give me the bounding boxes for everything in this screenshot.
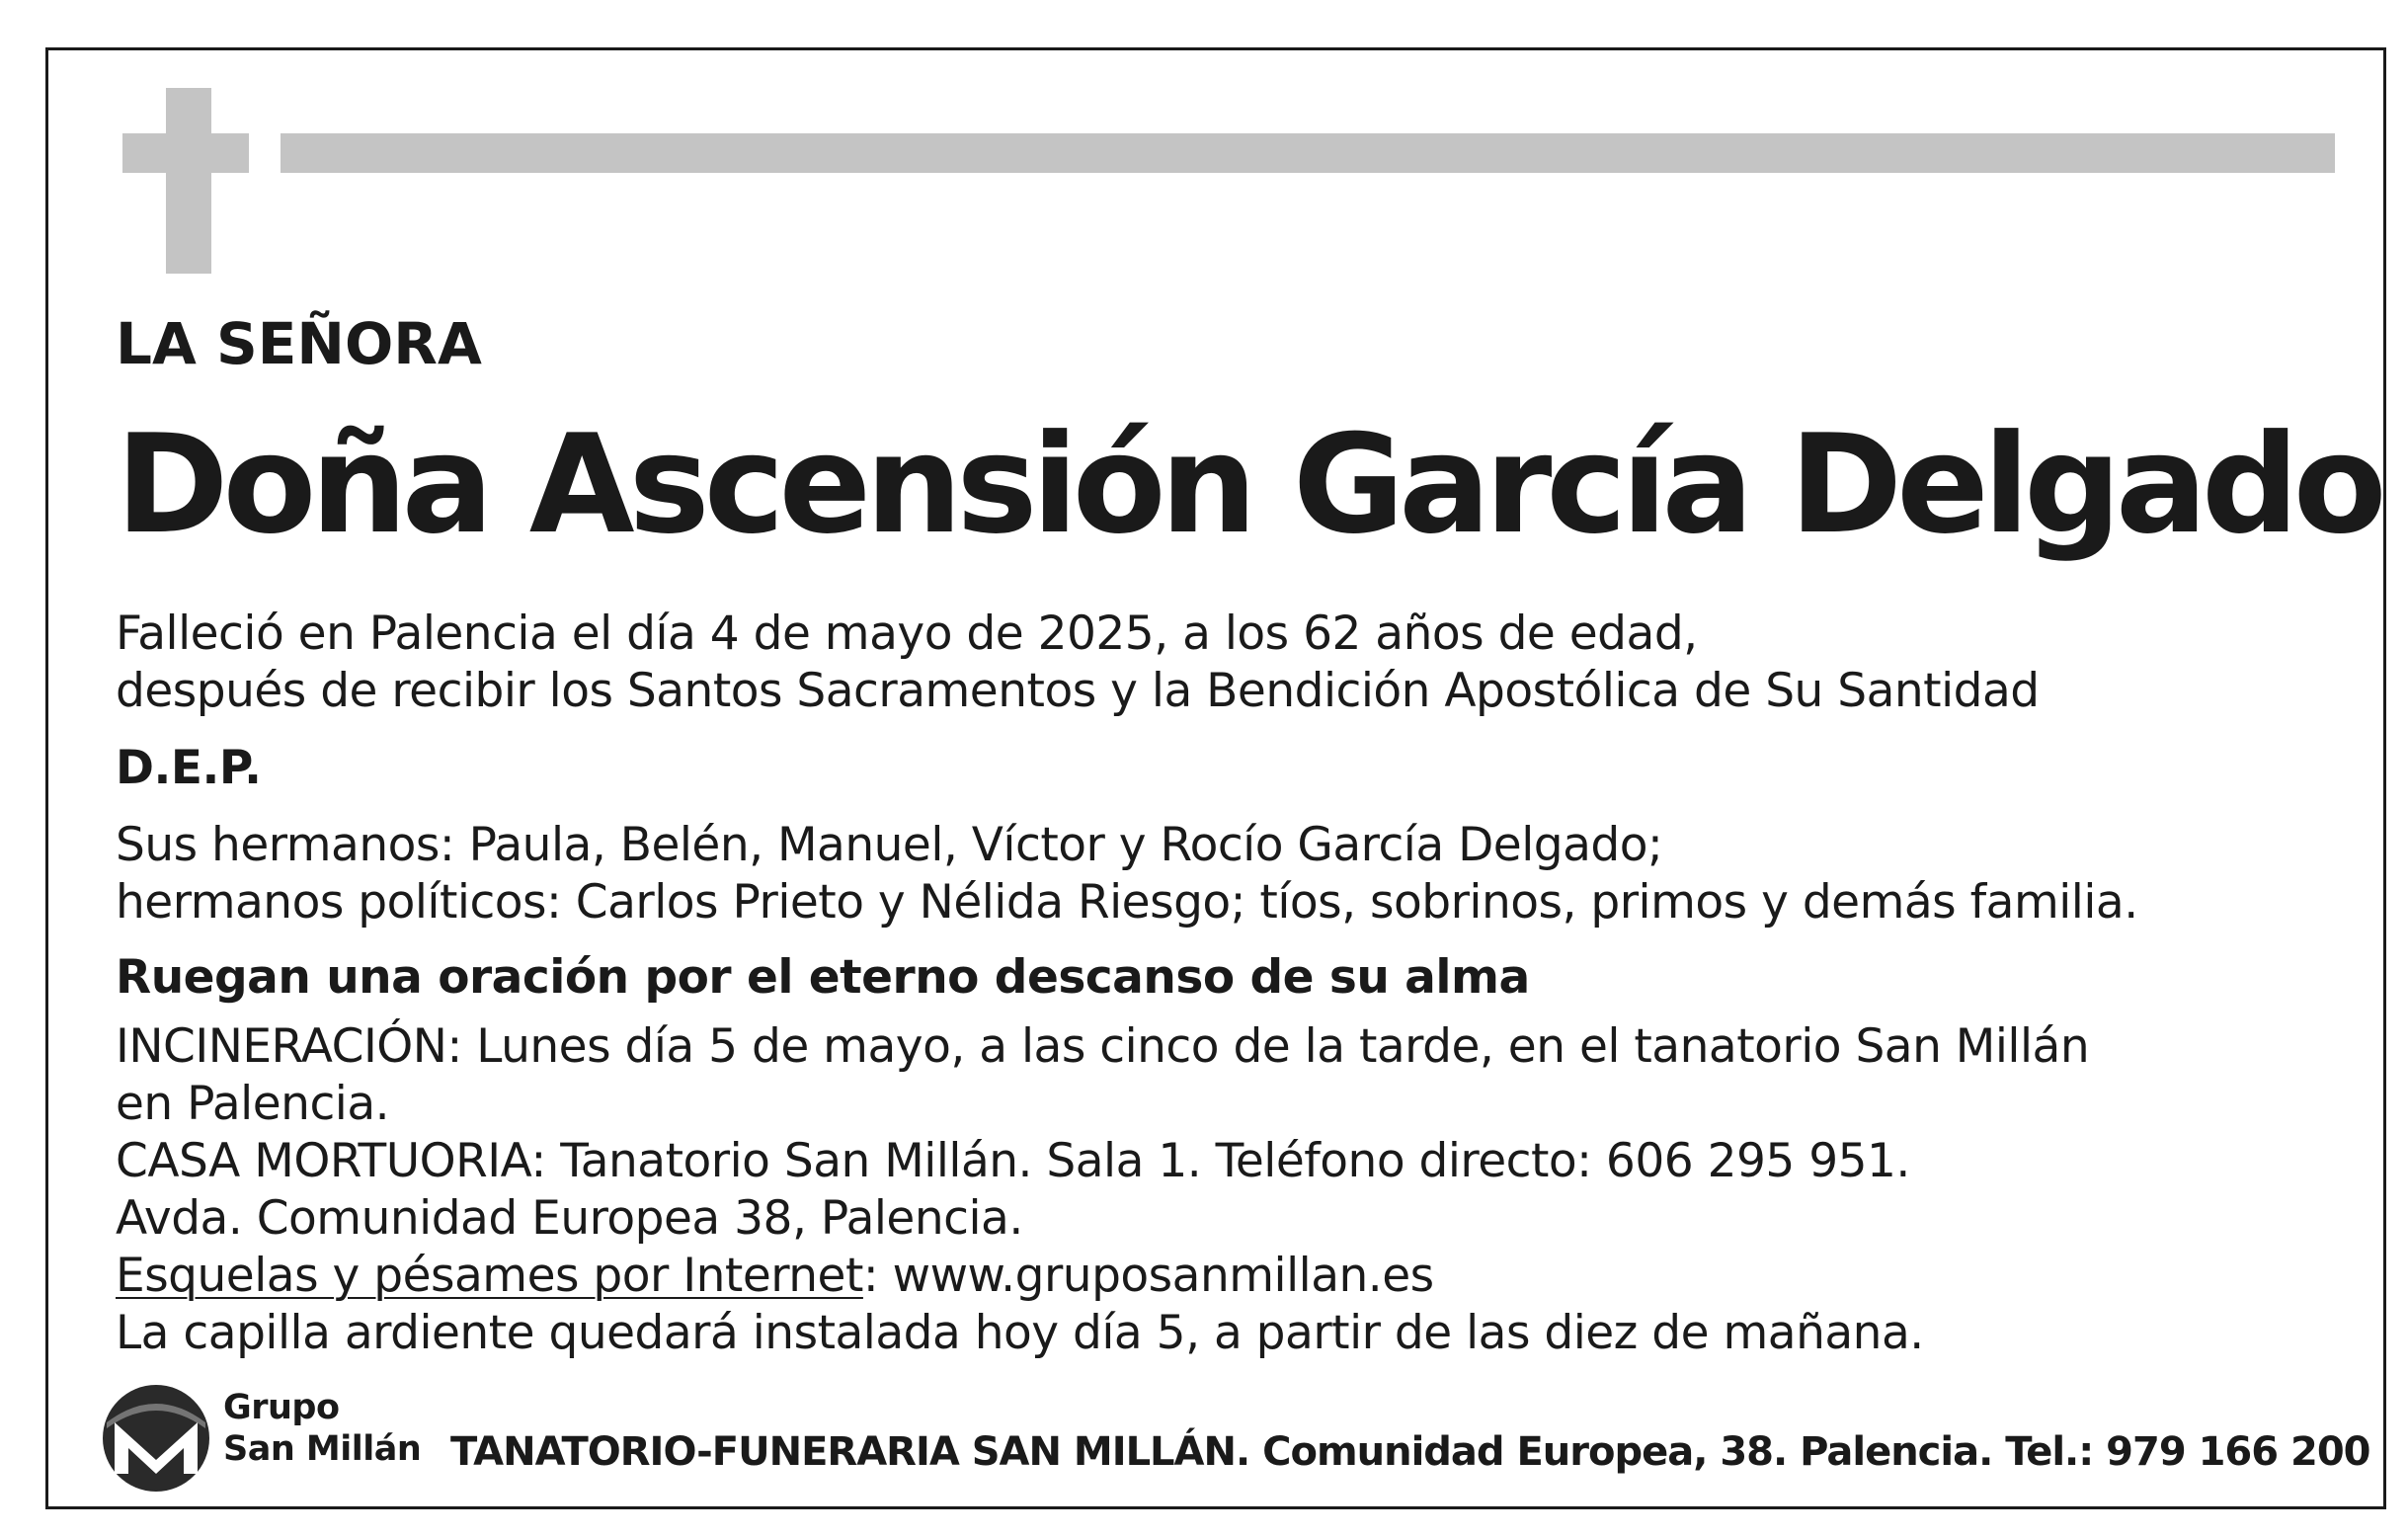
prayer-request: Ruegan una oración por el eterno descanso de su alma bbox=[116, 950, 1530, 1005]
mortuary-line-1: CASA MORTUORIA: Tanatorio San Millán. Sala 1. Teléfono directo: 606 295 951. bbox=[116, 1134, 1910, 1188]
deceased-name: Doña Ascensión García Delgado bbox=[116, 405, 2381, 564]
title-prefix: LA SEÑORA bbox=[116, 310, 482, 377]
funeral-home-contact: TANATORIO-FUNERARIA SAN MILLÁN. Comunidad Europea, 38. Palencia. Tel.: 979 166 200 bbox=[450, 1429, 2370, 1475]
header-rule bbox=[281, 133, 2335, 173]
san-millan-logo-icon bbox=[101, 1383, 211, 1494]
death-line-2: después de recibir los Santos Sacramentos y la Bendición Apostólica de Su Santidad bbox=[116, 664, 2040, 718]
family-line-1: Sus hermanos: Paula, Belén, Manuel, Víctor y Rocío García Delgado; bbox=[116, 818, 1663, 872]
chapel-line: La capilla ardiente quedará instalada hoy día 5, a partir de las diez de mañana. bbox=[116, 1306, 1924, 1360]
rip-text: D.E.P. bbox=[116, 741, 262, 795]
cremation-line-1: INCINERACIÓN: Lunes día 5 de mayo, a las cinco de la tarde, en el tanatorio San Millán bbox=[116, 1019, 2090, 1074]
internet-url: : www.gruposanmillan.es bbox=[862, 1249, 1434, 1303]
family-line-2: hermanos políticos: Carlos Prieto y Nélida Riesgo; tíos, sobrinos, primos y demás familia. bbox=[116, 875, 2138, 930]
logo-text-grupo: Grupo bbox=[223, 1388, 340, 1427]
internet-line bbox=[116, 1247, 1434, 1306]
cross-horizontal-bar bbox=[122, 133, 249, 173]
cremation-line-2: en Palencia. bbox=[116, 1077, 390, 1131]
cross-vertical-bar bbox=[166, 88, 211, 274]
death-line-1: Falleció en Palencia el día 4 de mayo de 2025, a los 62 años de edad, bbox=[116, 607, 1698, 661]
internet-link-label[interactable]: Esquelas y pésames por Internet bbox=[116, 1249, 863, 1303]
logo-text-san-millan: San Millán bbox=[223, 1429, 422, 1469]
mortuary-line-2: Avda. Comunidad Europea 38, Palencia. bbox=[116, 1191, 1023, 1246]
